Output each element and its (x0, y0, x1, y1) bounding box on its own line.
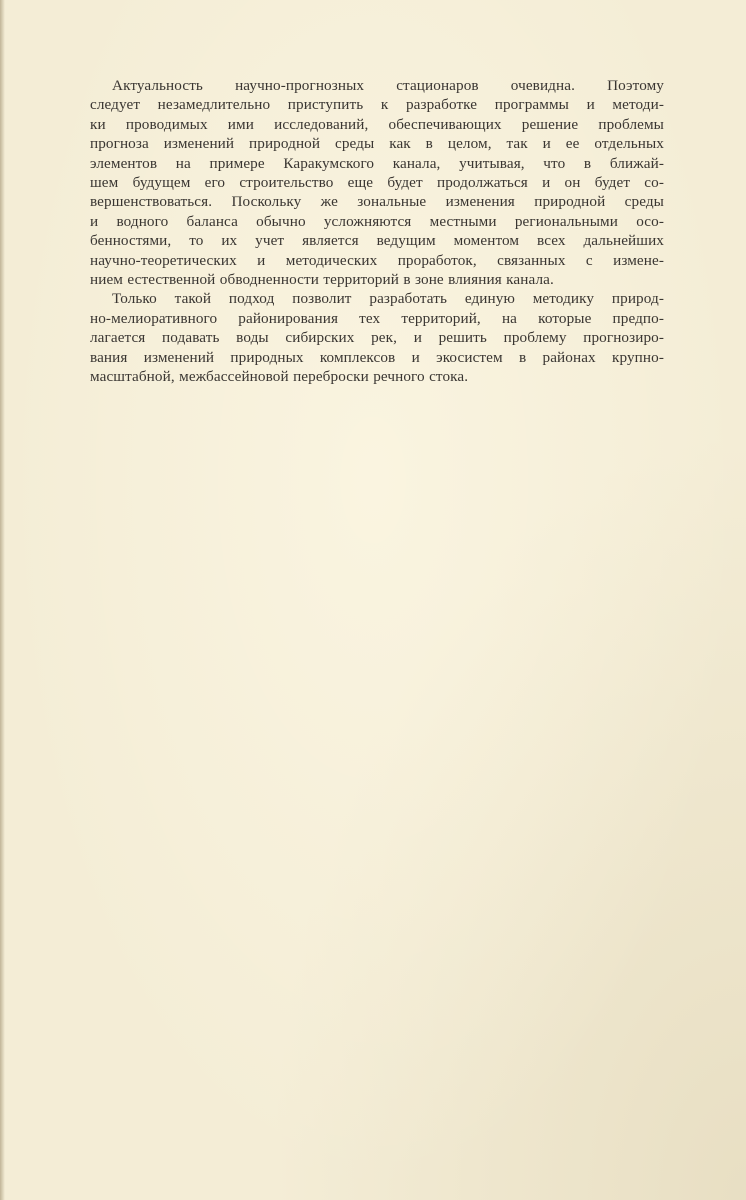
text-line: научно-теоретических и методических проработок, связанных с измене- (90, 251, 664, 269)
text-line: элементов на примере Каракумского канала, учитывая, что в ближай- (90, 154, 664, 172)
text-line: вершенствоваться. Поскольку же зональные изменения природной среды (90, 193, 664, 211)
text-line: Только такой подход позволит разработать единую методику природ- (112, 290, 664, 308)
text-line: следует незамедлительно приступить к разработке программы и методи- (90, 96, 664, 114)
paragraph-2 (68, 289, 664, 386)
text-line: бенностями, то их учет является ведущим моментом всех дальнейших (90, 232, 664, 250)
text-line: ки проводимых ими исследований, обеспечивающих решение проблемы (90, 115, 664, 133)
text-line: масштабной, межбассейновой переброски речного стока. (90, 368, 469, 386)
text-line: шем будущем его строительство еще будет продолжаться и он будет со- (90, 174, 664, 192)
text-line: прогноза изменений природной среды как в целом, так и ее отдельных (90, 135, 664, 153)
text-line: вания изменений природных комплексов и экосистем в районах крупно- (90, 348, 664, 366)
text-line: и водного баланса обычно усложняются местными региональными осо- (90, 212, 664, 230)
text-line: но-мелиоративного районирования тех территорий, на которые предпо- (90, 309, 664, 327)
paragraph-1 (68, 76, 664, 289)
page-binding-edge (0, 0, 5, 1200)
text-line: Актуальность научно-прогнозных стационаров очевидна. Поэтому (112, 77, 664, 94)
body-text (68, 76, 664, 387)
text-line: лагается подавать воды сибирских рек, и решить проблему прогнозиро- (90, 329, 664, 347)
text-line: нием естественной обводненности территорий в зоне влияния канала. (90, 271, 554, 289)
